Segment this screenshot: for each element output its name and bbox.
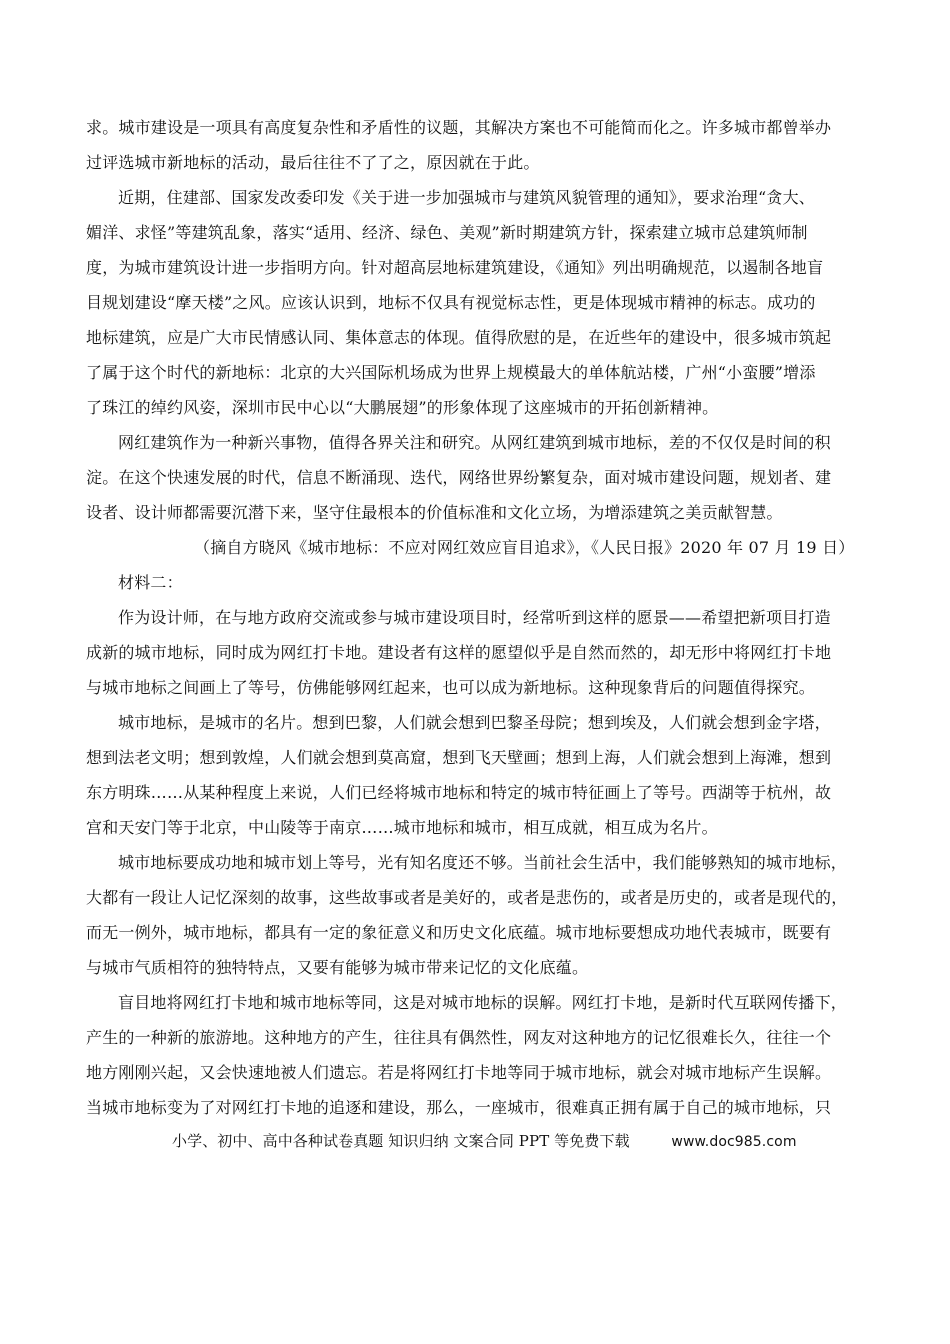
footer-text: 小学、初中、高中各种试卷真题 知识归纳 文案合同 PPT 等免费下载 [172,1132,630,1150]
text-line: 近期，住建部、国家发改委印发《关于进一步加强城市与建筑风貌管理的通知》，要求治理“贪大、 [118,188,815,207]
text-line: 当城市地标变为了对网红打卡地的追逐和建设，那么，一座城市，很难真正拥有属于自己的城市地标，只 [86,1098,832,1117]
text-line: 地标建筑，应是广大市民情感认同、集体意志的体现。值得欣慰的是，在近些年的建设中，很多城市筑起 [86,328,832,347]
footer-url: www.doc985.com [671,1134,797,1150]
section-heading: 材料二： [118,573,183,592]
text-line: 想到法老文明；想到敦煌，人们就会想到莫高窟，想到飞天壁画；想到上海，人们就会想到上海滩，想到 [86,748,832,767]
text-line: 作为设计师，在与地方政府交流或参与城市建设项目时，经常听到这样的愿景——希望把新项目打造 [118,608,831,627]
text-line: 设者、设计师都需要沉潜下来，坚守住最根本的价值标准和文化立场，为增添建筑之美贡献智慧。 [86,503,783,522]
text-line: 求。城市建设是一项具有高度复杂性和矛盾性的议题，其解决方案也不可能简而化之。许多城市都曾举办 [86,118,832,137]
text-line: 大都有一段让人记忆深刻的故事，这些故事或者是美好的，或者是悲伤的，或者是历史的，或者是现代的， [86,888,848,907]
citation-line: （摘自方晓风《城市地标：不应对网红效应盲目追求》，《人民日报》2020 年 07 月 19 日） [194,538,855,557]
text-line: 东方明珠……从某种程度上来说，人们已经将城市地标和特定的城市特征画上了等号。西湖等于杭州，故 [86,783,832,802]
text-line: 与城市地标之间画上了等号，仿佛能够网红起来，也可以成为新地标。这种现象背后的问题值得探究。 [86,678,816,697]
text-line: 成新的城市地标，同时成为网红打卡地。建设者有这样的愿望似乎是自然而然的，却无形中将网红打卡地 [86,643,832,662]
text-line: 了珠江的绰约风姿，深圳市民中心以“大鹏展翅”的形象体现了这座城市的开拓创新精神。 [86,398,719,417]
text-line: 城市地标要成功地和城市划上等号，光有知名度还不够。当前社会生活中，我们能够熟知的城市地标， [118,853,848,872]
text-line: 了属于这个时代的新地标：北京的大兴国际机场成为世界上规模最大的单体航站楼，广州“小蛮腰”增添 [86,363,816,382]
text-line: 目规划建设“摩天楼”之风。应该认识到，地标不仅具有视觉标志性，更是体现城市精神的标志。成功的 [86,293,816,312]
text-line: 与城市气质相符的独特特点，又要有能够为城市带来记忆的文化底蕴。 [86,958,589,977]
text-line: 而无一例外，城市地标，都具有一定的象征意义和历史文化底蕴。城市地标要想成功地代表城市，既要有 [86,923,832,942]
text-line: 淀。在这个快速发展的时代，信息不断涌现、迭代，网络世界纷繁复杂，面对城市建设问题，规划者、建 [86,468,832,487]
text-line: 产生的一种新的旅游地。这种地方的产生，往往具有偶然性，网友对这种地方的记忆很难长久，往往一个 [86,1028,832,1047]
text-line: 城市地标，是城市的名片。想到巴黎，人们就会想到巴黎圣母院；想到埃及，人们就会想到金字塔， [118,713,831,732]
footer [172,1129,797,1154]
text-line: 宫和天安门等于北京，中山陵等于南京……城市地标和城市，相互成就，相互成为名片。 [86,818,718,837]
text-line: 盲目地将网红打卡地和城市地标等同，这是对城市地标的误解。网红打卡地，是新时代互联网传播下， [118,993,848,1012]
text-line: 过评选城市新地标的活动，最后往往不了了之，原因就在于此。 [86,153,540,172]
text-line: 度，为城市建筑设计进一步指明方向。针对超高层地标建筑建设，《通知》列出明确规范，以遏制各地盲 [86,258,824,277]
text-line: 地方刚刚兴起，又会快速地被人们遗忘。若是将网红打卡地等同于城市地标，就会对城市地标产生误解。 [86,1063,832,1082]
text-line: 媚洋、求怪”等建筑乱象，落实“适用、经济、绿色、美观”新时期建筑方针，探索建立城市总建筑师制 [86,223,808,242]
text-line: 网红建筑作为一种新兴事物，值得各界关注和研究。从网红建筑到城市地标，差的不仅仅是时间的积 [118,433,831,452]
